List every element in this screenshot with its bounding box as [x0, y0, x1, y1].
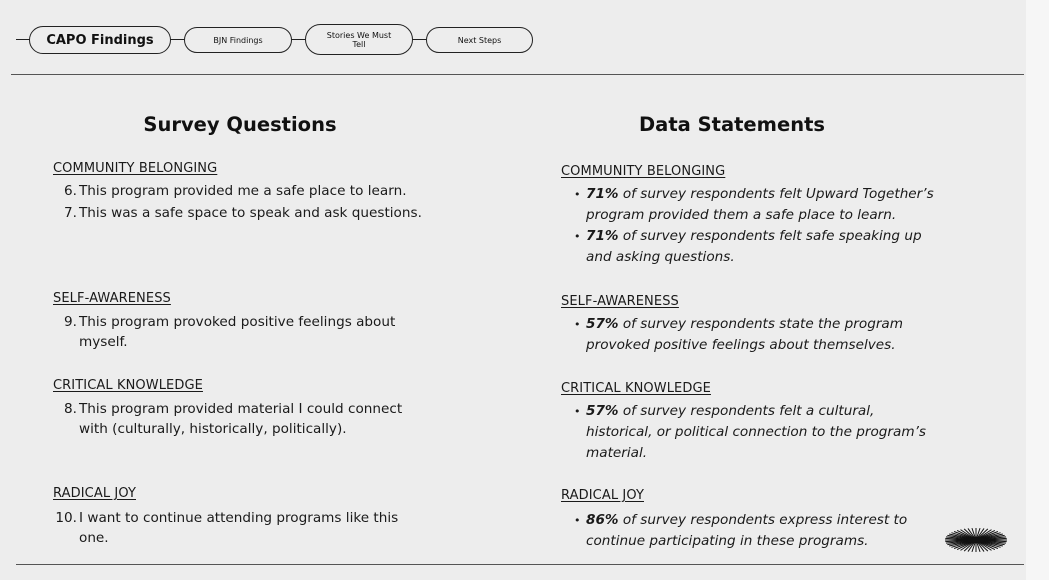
- right-heading-radical-joy: RADICAL JOY: [561, 488, 644, 503]
- data-statement: • 57% of survey respondents felt a cultural, historical, or political connection to the program’s material.: [574, 403, 926, 461]
- right-heading-community-belonging: COMMUNITY BELONGING: [561, 164, 726, 179]
- question-number: 7.: [64, 205, 77, 221]
- question-10: 10. I want to continue attending programs like this one.: [53, 508, 398, 548]
- data-statement: • 71% of survey respondents felt Upward Together’s program provided them a safe place to learn. • 71% of survey respondents felt safe speaking up and asking questions.: [574, 186, 934, 265]
- question-7: 7. This was a safe space to speak and ask questions.: [53, 203, 422, 223]
- question-number: 10.: [55, 510, 77, 526]
- nav-connector: [291, 39, 305, 40]
- question-9: 9. This program provoked positive feelings about myself.: [53, 312, 395, 352]
- starburst-icon: [944, 527, 1008, 553]
- nav-tab-stories-we-must-tell[interactable]: Stories We Must Tell: [305, 24, 413, 55]
- question-number: 9.: [64, 314, 77, 330]
- data-statement: • 57% of survey respondents state the program provoked positive feelings about themselves.: [574, 316, 904, 353]
- right-margin: [1026, 0, 1049, 580]
- data-statement: • 86% of survey respondents express interest to continue participating in these programs.: [574, 512, 908, 549]
- right-heading-self-awareness: SELF-AWARENESS: [561, 294, 679, 309]
- nav-tab-capo-findings[interactable]: CAPO Findings: [29, 26, 171, 54]
- question-number: 8.: [64, 401, 77, 417]
- left-heading-critical-knowledge: CRITICAL KNOWLEDGE: [53, 378, 203, 393]
- question-number: 6.: [64, 183, 77, 199]
- survey-questions-title: Survey Questions: [143, 113, 337, 136]
- question-8: 8. This program provided material I could connect with (culturally, historically, politically).: [53, 399, 402, 439]
- nav-tab-bjn-findings[interactable]: BJN Findings: [184, 27, 292, 53]
- right-heading-critical-knowledge: CRITICAL KNOWLEDGE: [561, 381, 711, 396]
- left-heading-radical-joy: RADICAL JOY: [53, 486, 136, 501]
- nav-connector: [170, 39, 184, 40]
- footer-divider: [16, 564, 1024, 565]
- header-divider: [11, 74, 1024, 75]
- nav-connector: [16, 39, 30, 40]
- left-heading-self-awareness: SELF-AWARENESS: [53, 291, 171, 306]
- left-heading-community-belonging: COMMUNITY BELONGING: [53, 161, 218, 176]
- nav-connector: [412, 39, 426, 40]
- data-statements-title: Data Statements: [638, 113, 826, 136]
- nav-tab-next-steps[interactable]: Next Steps: [426, 27, 533, 53]
- question-6: 6. This program provided me a safe place to learn.: [53, 181, 407, 201]
